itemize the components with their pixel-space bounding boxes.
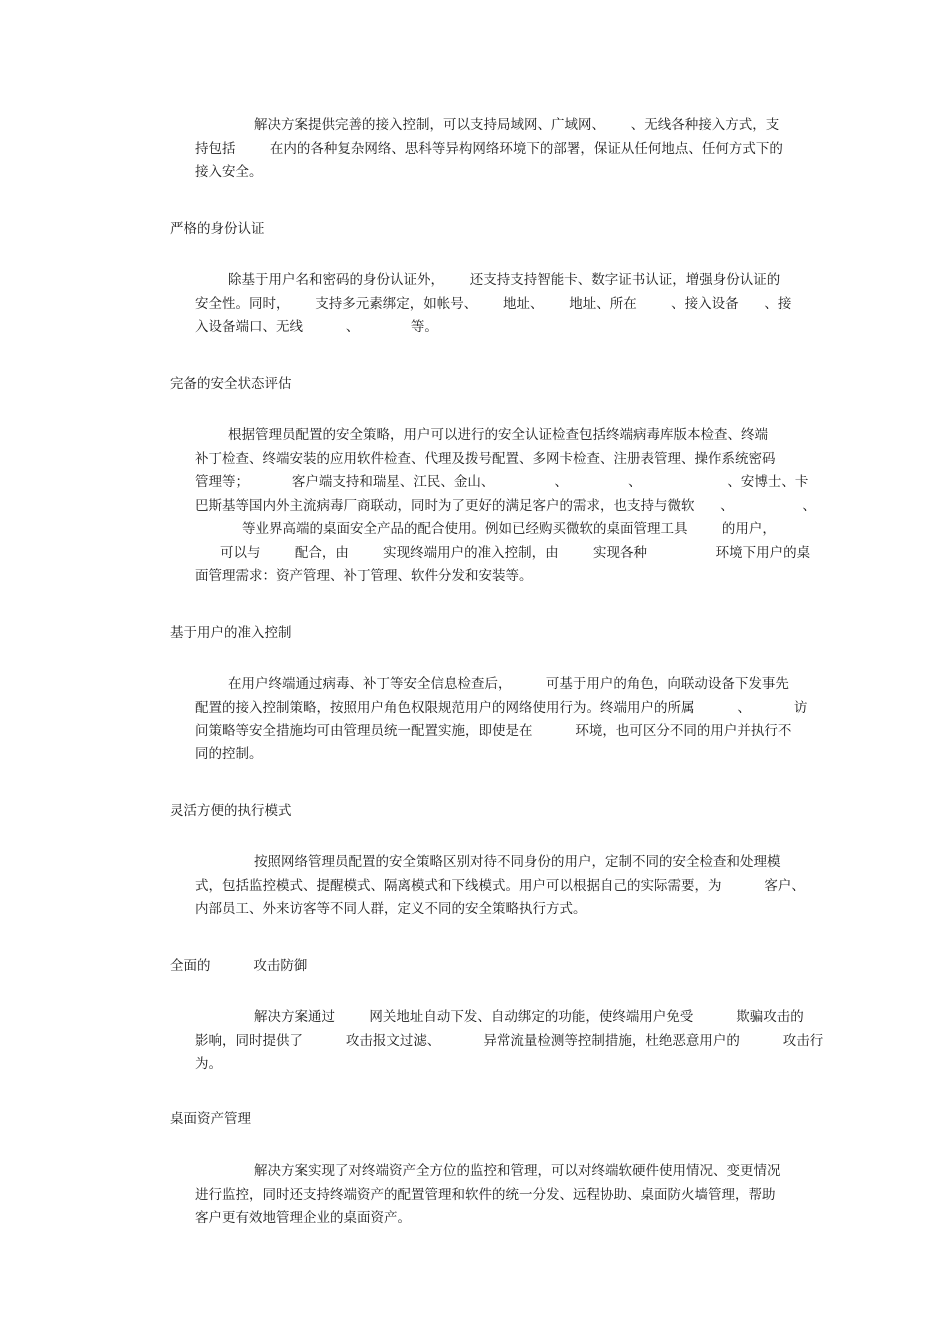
paragraph-line: 除基于用户名和密码的身份认证外， 还支持支持智能卡、数字证书认证，增强身份认证的 (228, 272, 781, 288)
section-heading: 灵活方便的执行模式 (170, 803, 292, 819)
paragraph-line: 影响，同时提供了 攻击报文过滤、 异常流量检测等控制措施，杜绝恶意用户的 攻击行 (195, 1033, 824, 1049)
paragraph-line: 可以与 配合，由 实现终端用户的准入控制，由 实现各种 环境下用户的桌 (220, 545, 811, 561)
paragraph-line: 式，包括监控模式、提醒模式、隔离模式和下线模式。用户可以根据自己的实际需要，为 客户、 (195, 878, 805, 894)
section-heading: 完备的安全状态评估 (170, 376, 292, 392)
paragraph-line: 面管理需求：资产管理、补丁管理、软件分发和安装等。 (195, 568, 533, 584)
paragraph-line: 为。 (195, 1056, 222, 1072)
paragraph-line: 按照网络管理员配置的安全策略区别对待不同身份的用户，定制不同的安全检查和处理模 (254, 854, 781, 870)
section-heading: 严格的身份认证 (170, 221, 265, 237)
paragraph-line: 问策略等安全措施均可由管理员统一配置实施，即使是在 环境，也可区分不同的用户并执行不 (195, 723, 792, 739)
paragraph-line: 根据管理员配置的安全策略，用户可以进行的安全认证检查包括终端病毒库版本检查、终端 (228, 427, 768, 443)
paragraph-line: 补丁检查、终端安装的应用软件检查、代理及拨号配置、多网卡检查、注册表管理、操作系统密码 (195, 451, 776, 467)
paragraph-line: 内部员工、外来访客等不同人群，定义不同的安全策略执行方式。 (195, 901, 587, 917)
paragraph-line: 持包括 在内的各种复杂网络、思科等异构网络环境下的部署，保证从任何地点、任何方式下的 (195, 141, 783, 157)
section-heading: 全面的 攻击防御 (170, 958, 308, 974)
paragraph-line: 安全性。同时， 支持多元素绑定，如帐号、 地址、 地址、所在 、接入设备 、接 (195, 296, 792, 312)
paragraph-line: 客户更有效地管理企业的桌面资产。 (195, 1210, 411, 1226)
paragraph-line: 在用户终端通过病毒、补丁等安全信息检查后， 可基于用户的角色，向联动设备下发事先 (228, 676, 789, 692)
paragraph-line: 入设备端口、无线 、 等。 (195, 319, 438, 335)
paragraph-line: 巴斯基等国内外主流病毒厂商联动，同时为了更好的满足客户的需求，也支持与微软 、 、 (195, 498, 816, 514)
paragraph-line: 解决方案通过 网关地址自动下发、自动绑定的功能，使终端用户免受 欺骗攻击的 (254, 1009, 804, 1025)
paragraph-line: 进行监控，同时还支持终端资产的配置管理和软件的统一分发、远程协助、桌面防火墙管理，帮助 (195, 1187, 776, 1203)
paragraph-line: 管理等； 客户端支持和瑞星、江民、金山、 、 、 、安博士、卡 (195, 474, 809, 490)
paragraph-line: 配置的接入控制策略，按照用户角色权限规范用户的网络使用行为。终端用户的所属 、 访 (195, 700, 808, 716)
paragraph-line: 解决方案实现了对终端资产全方位的监控和管理，可以对终端软硬件使用情况、变更情况 (254, 1163, 781, 1179)
paragraph-line: 同的控制。 (195, 746, 263, 762)
paragraph-line: 接入安全。 (195, 164, 263, 180)
paragraph-line: 等业界高端的桌面安全产品的配合使用。例如已经购买微软的桌面管理工具 的用户， (242, 521, 776, 537)
section-heading: 桌面资产管理 (170, 1111, 251, 1127)
section-heading: 基于用户的准入控制 (170, 625, 292, 641)
paragraph-line: 解决方案提供完善的接入控制，可以支持局域网、广域网、 、无线各种接入方式，支 (254, 117, 780, 133)
